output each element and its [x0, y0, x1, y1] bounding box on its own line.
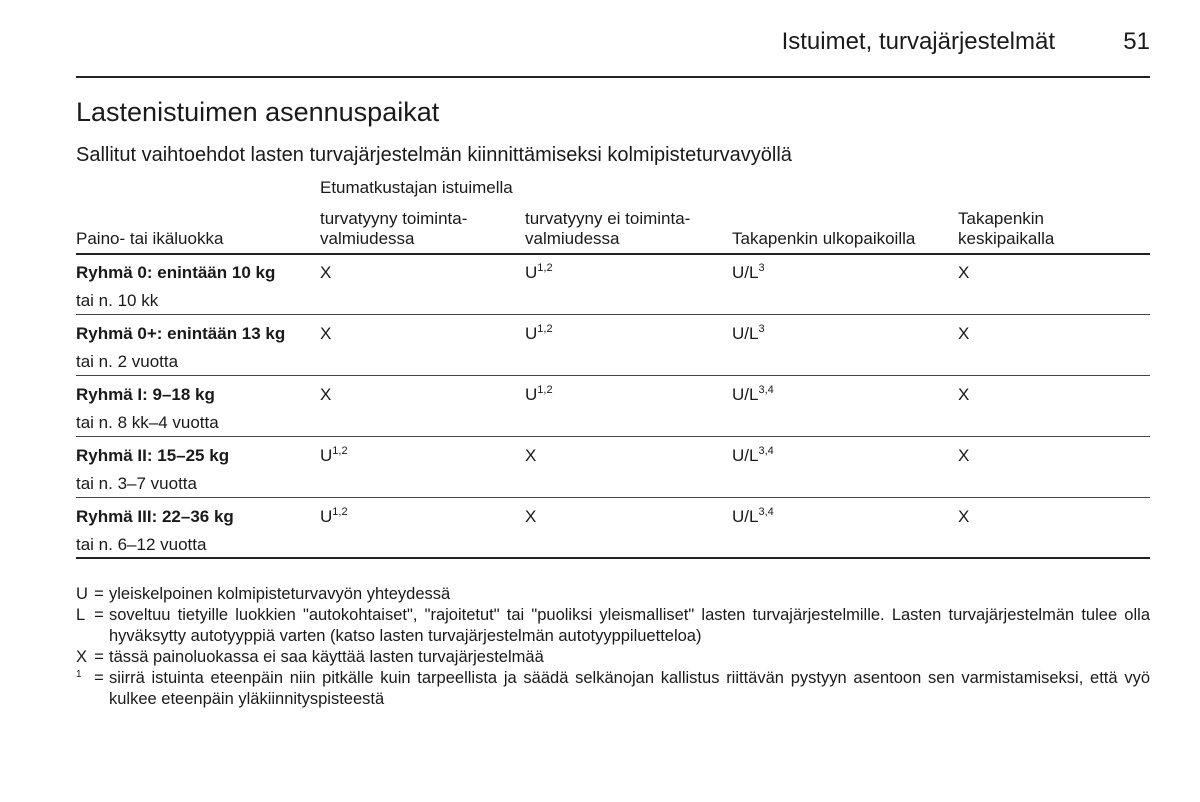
cell-airbag-active: U$^{1,2}$: [320, 445, 348, 465]
header-title: Istuimet, turvajärjestelmät: [781, 28, 1055, 55]
cell-rear-outer: $U/L^{3,4}$: [732, 445, 774, 465]
cell-airbag-inactive: X: [525, 507, 537, 526]
row-age-label: tai n. 10 kk: [76, 291, 159, 310]
row-group-label: Ryhmä 0: enintään 10 kg: [76, 263, 276, 282]
cell-rear-outer: $U/L^{3,4}$: [732, 506, 774, 526]
row-group-label: Ryhmä III: 22–36 kg: [76, 507, 234, 526]
legend-item: $^1$ = siirrä istuinta eteenpäin niin pitkälle kuin tarpeellista ja säädä selkänojan kallistus riittävän pystyyn asentoon sen varmistamiseksi, että vyö kulkee eteenpäin yläkiinnityspisteestä: [76, 669, 1150, 708]
row-age-label: tai n. 3–7 vuotta: [76, 474, 197, 493]
cell-airbag-inactive: U$^{1,2}$: [525, 262, 553, 282]
cell-rear-outer: $U/L^3$: [732, 262, 765, 282]
legend-item: X = tässä painoluokassa ei saa käyttää lasten turvajärjestelmää: [76, 647, 1150, 668]
row-group-label: Ryhmä II: 15–25 kg: [76, 446, 230, 465]
cell-airbag-active: U$^{1,2}$: [320, 506, 348, 526]
row-age-label: tai n. 6–12 vuotta: [76, 535, 207, 554]
cell-rear-center: X: [958, 263, 970, 282]
section-title: Lastenistuimen asennuspaikat: [76, 97, 440, 127]
cell-airbag-active: X: [320, 385, 332, 404]
row-group-label: Ryhmä 0+: enintään 13 kg: [76, 324, 286, 343]
table-row: [76, 437, 1150, 498]
table-row: [76, 376, 1150, 437]
table-bottom-divider: [76, 557, 1150, 559]
row-age-label: tai n. 8 kk–4 vuotta: [76, 413, 219, 432]
table-row: [76, 315, 1150, 376]
cell-airbag-inactive: X: [525, 446, 537, 465]
table-subtitle: Sallitut vaihtoehdot lasten turvajärjestelmän kiinnittämiseksi kolmipisteturvavyöllä: [76, 144, 792, 166]
legend: [76, 584, 1150, 710]
front-seat-group-header: Etumatkustajan istuimella: [320, 178, 513, 197]
page-number: 51: [1123, 28, 1150, 55]
legend-text: tässä painoluokassa ei saa käyttää lasten turvajärjestelmää: [109, 648, 544, 666]
column-header-airbag-active: turvatyyny toiminta- valmiudessa: [320, 209, 468, 248]
cell-airbag-inactive: U$^{1,2}$: [525, 384, 553, 404]
legend-item: L = soveltuu tietyille luokkien "autokohtaiset", "rajoitetut" tai "puoliksi yleismalliset" lasten turvajärjestelmille. Lasten turvajärjestelmän tulee olla hyväksytty autotyyppiä varten (katso lasten turvajärjestelmän autotyyppiluetteloa): [76, 606, 1150, 645]
table-row: [76, 498, 1150, 559]
legend-text: soveltuu tietyille luokkien "autokohtaiset", "rajoitetut" tai "puoliksi yleismalliset" lasten turvajärjestelmille. Lasten turvajärjestelmän tulee olla hyväksytty autotyyppiä varten (katso lasten turvajärjestelmän autotyyppiluetteloa): [109, 606, 1150, 645]
cell-rear-center: X: [958, 385, 970, 404]
legend-text: yleiskelpoinen kolmipisteturvavyön yhteydessä: [109, 585, 451, 603]
cell-airbag-inactive: U$^{1,2}$: [525, 323, 553, 343]
cell-rear-center: X: [958, 446, 970, 465]
cell-rear-center: X: [958, 507, 970, 526]
legend-text: siirrä istuinta eteenpäin niin pitkälle kuin tarpeellista ja säädä selkänojan kallistus riittävän pystyyn asentoon sen varmistamiseksi, että vyö kulkee eteenpäin yläkiinnityspisteestä: [109, 669, 1150, 708]
page-header: [76, 22, 1150, 78]
table-row: [76, 254, 1150, 315]
legend-item: U = yleiskelpoinen kolmipisteturvavyön yhteydessä: [76, 584, 1150, 605]
cell-airbag-active: X: [320, 324, 332, 343]
cell-rear-outer: $U/L^{3,4}$: [732, 384, 774, 404]
column-header-rear-center: Takapenkin keskipaikalla: [958, 209, 1055, 248]
row-group-label: Ryhmä I: 9–18 kg: [76, 385, 215, 404]
cell-rear-center: X: [958, 324, 970, 343]
cell-rear-outer: $U/L^3$: [732, 323, 765, 343]
column-header-weight-class: Paino- tai ikäluokka: [76, 229, 224, 248]
column-header-rear-outer: Takapenkin ulkopaikoilla: [732, 229, 916, 248]
row-age-label: tai n. 2 vuotta: [76, 352, 179, 371]
column-header-airbag-inactive: turvatyyny ei toiminta- valmiudessa: [525, 209, 691, 248]
cell-airbag-active: X: [320, 263, 332, 282]
